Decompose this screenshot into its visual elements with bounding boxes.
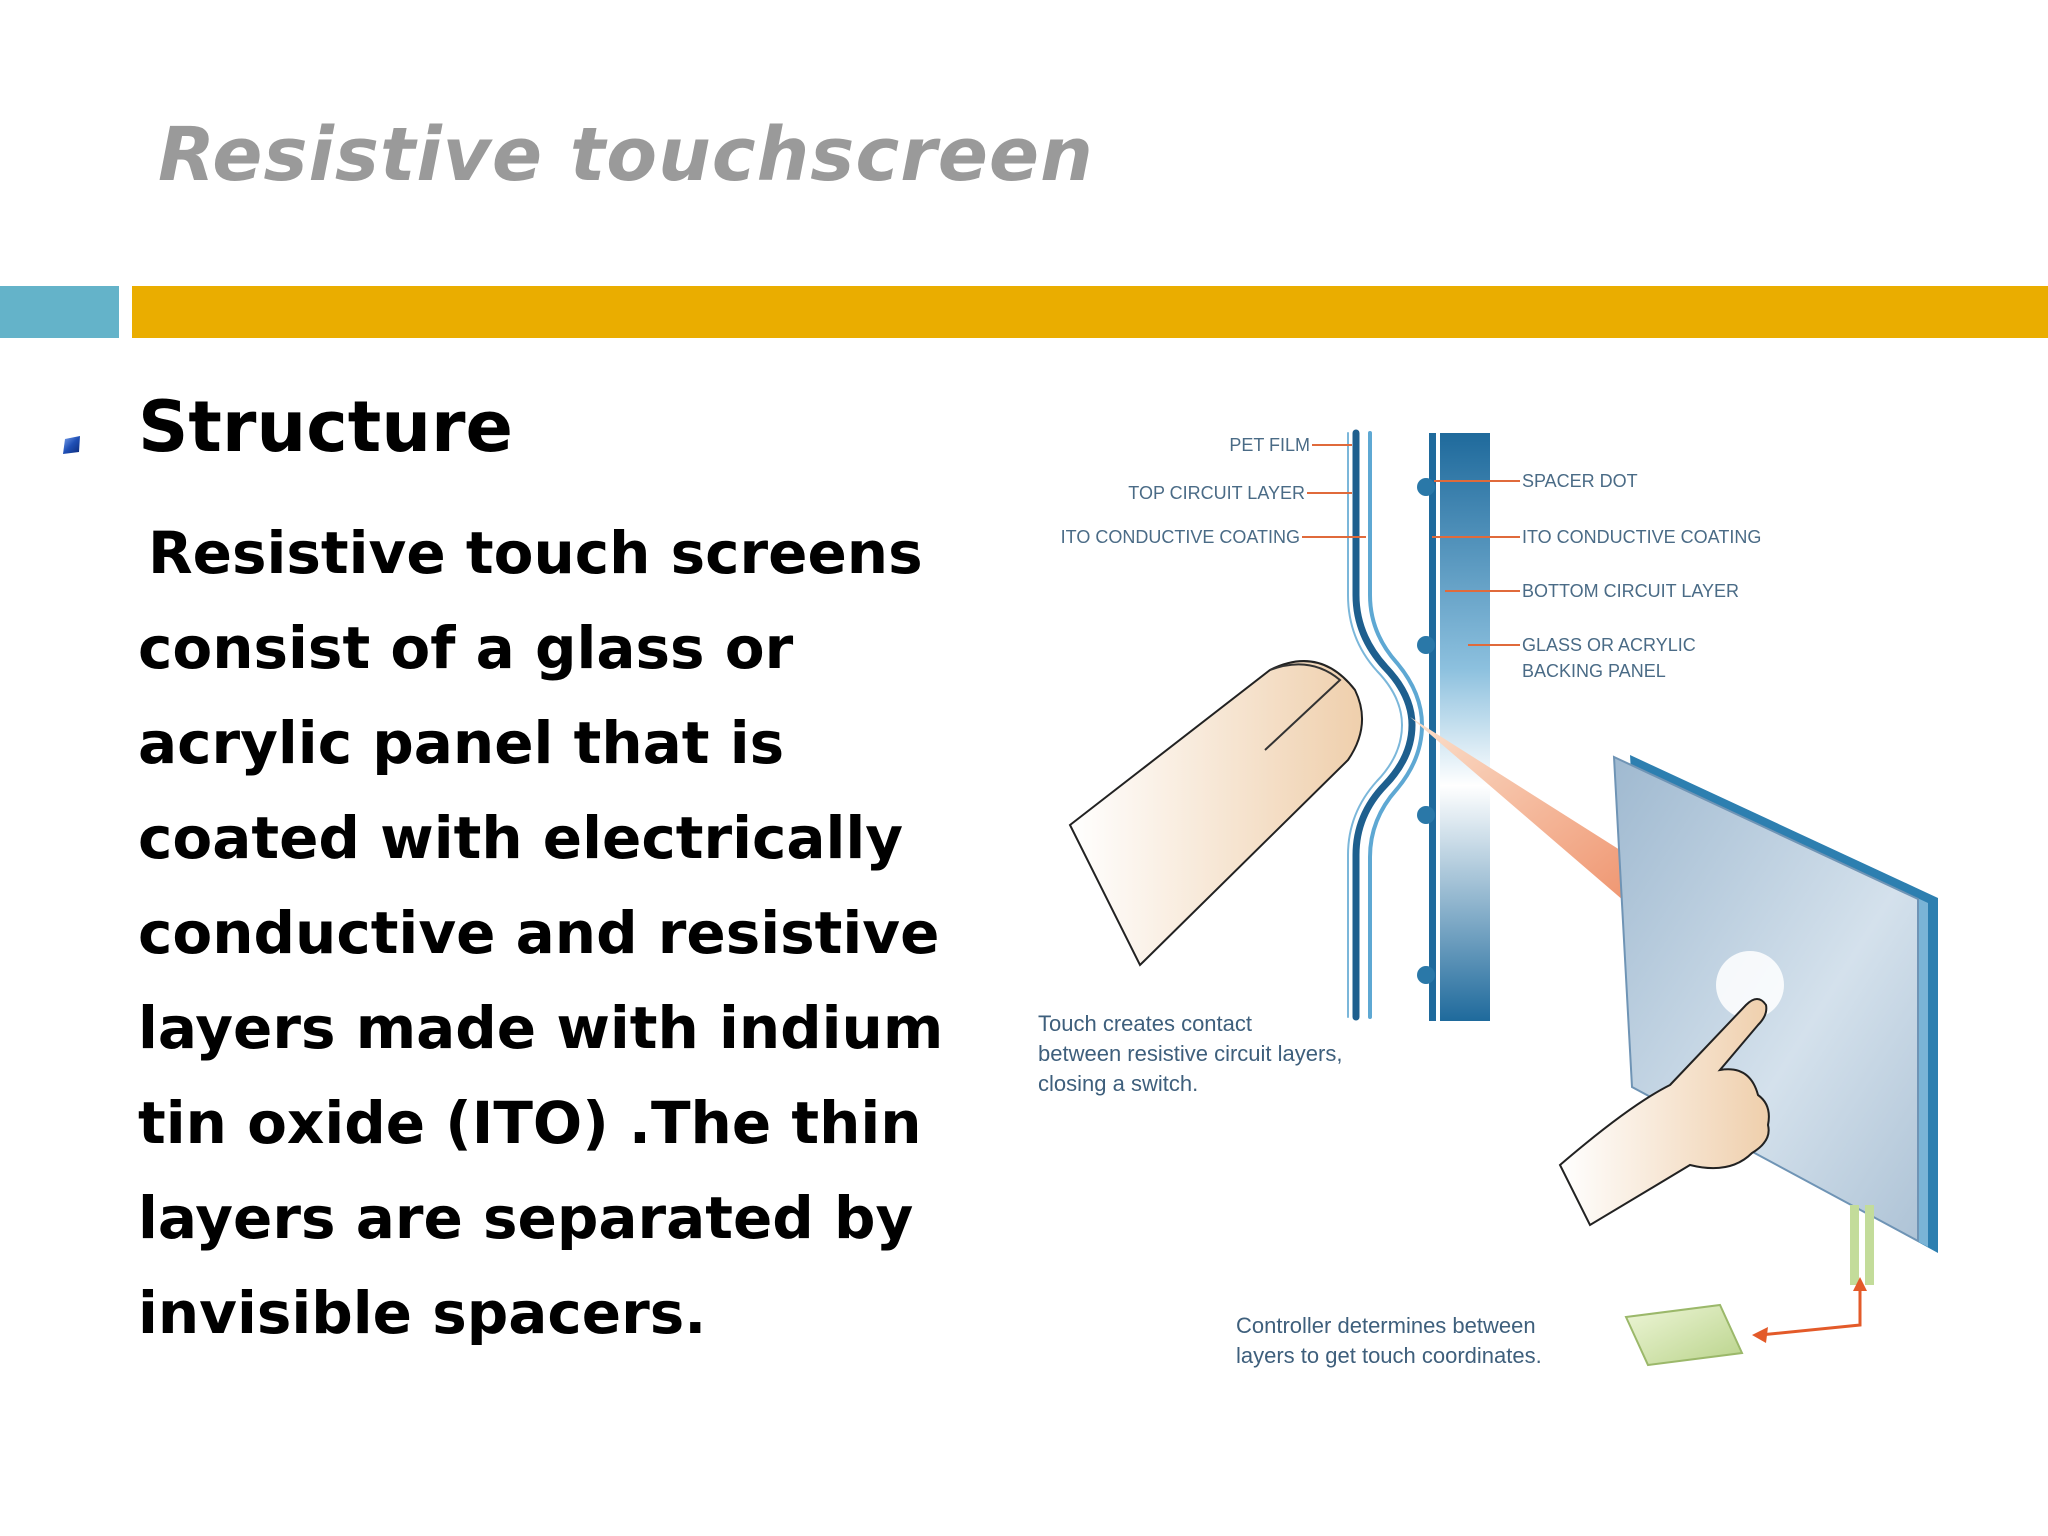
body-line: Resistive touch screens bbox=[148, 519, 923, 587]
controller-note-line: layers to get touch coordinates. bbox=[1236, 1343, 1542, 1368]
title-band bbox=[132, 286, 2048, 338]
body-line: coated with electrically bbox=[138, 804, 904, 872]
body-line: layers are separated by bbox=[138, 1184, 914, 1252]
body-line: invisible spacers. bbox=[138, 1279, 707, 1347]
finger-shape bbox=[1070, 661, 1362, 965]
touch-note-line: Touch creates contact bbox=[1038, 1011, 1253, 1036]
touch-note-line: between resistive circuit layers, bbox=[1038, 1041, 1343, 1066]
body-line: conductive and resistive bbox=[138, 899, 940, 967]
label-glass-backing-1: GLASS OR ACRYLIC bbox=[1522, 635, 1696, 655]
controller-note-line: Controller determines between bbox=[1236, 1313, 1536, 1338]
controller-cable bbox=[1850, 1205, 1874, 1285]
label-bottom-circuit-layer: BOTTOM CIRCUIT LAYER bbox=[1522, 581, 1740, 601]
label-pet-film: PET FILM bbox=[1229, 435, 1310, 455]
controller-arrow bbox=[1760, 1287, 1860, 1335]
controller-arrowhead bbox=[1752, 1327, 1768, 1343]
section-heading: Structure bbox=[138, 386, 514, 468]
label-spacer-dot: SPACER DOT bbox=[1522, 471, 1638, 491]
controller-board bbox=[1626, 1305, 1742, 1365]
backing-panel bbox=[1440, 433, 1490, 1021]
body-line: acrylic panel that is bbox=[138, 709, 785, 777]
body-line: tin oxide (ITO) .The thin bbox=[138, 1089, 922, 1157]
label-ito-coating-left: ITO CONDUCTIVE COATING bbox=[1060, 527, 1300, 547]
label-ito-coating-right: ITO CONDUCTIVE COATING bbox=[1522, 527, 1762, 547]
slide-title: Resistive touchscreen bbox=[158, 112, 1094, 198]
body-paragraph bbox=[138, 506, 978, 1361]
label-top-circuit-layer: TOP CIRCUIT LAYER bbox=[1128, 483, 1305, 503]
touch-note-line: closing a switch. bbox=[1038, 1071, 1199, 1096]
body-line: consist of a glass or bbox=[138, 614, 794, 682]
title-band-accent bbox=[0, 286, 119, 338]
label-glass-backing-2: BACKING PANEL bbox=[1522, 661, 1666, 681]
body-line: layers made with indium bbox=[138, 994, 944, 1062]
square-bullet-icon bbox=[62, 435, 82, 455]
bottom-circuit-layer bbox=[1429, 433, 1436, 1021]
touchscreen-diagram bbox=[1030, 405, 2040, 1405]
